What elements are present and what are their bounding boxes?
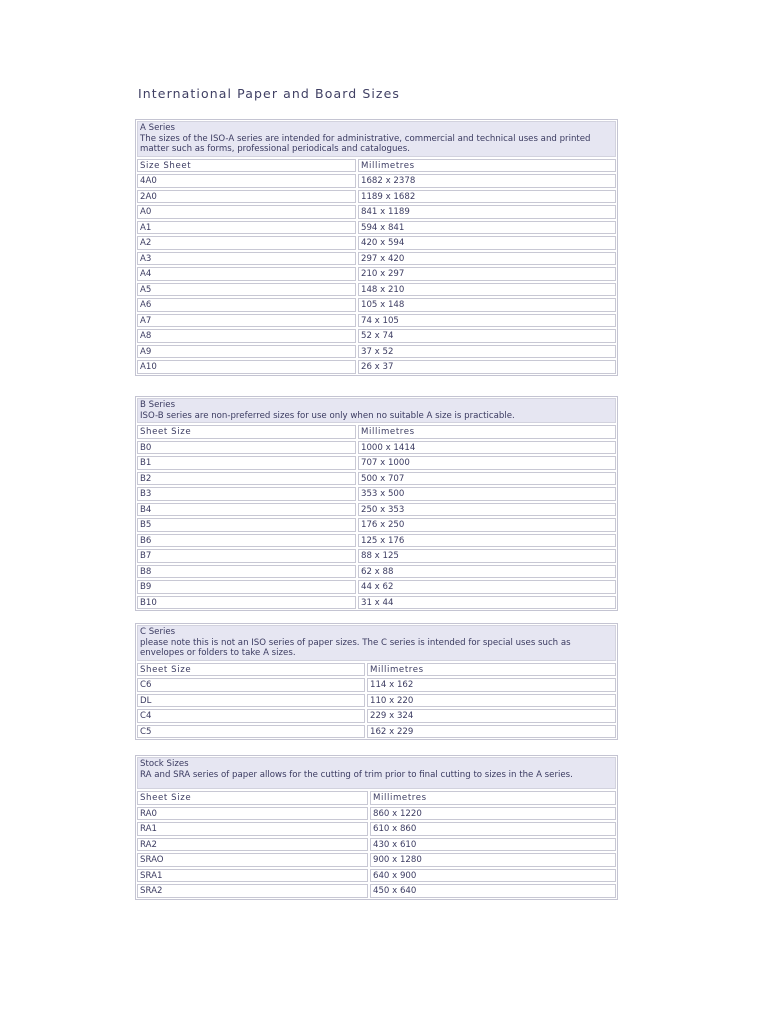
size-name-cell: A2 [137, 236, 356, 250]
size-name-cell: A7 [137, 314, 356, 328]
dimensions-cell: 1682 x 2378 [358, 174, 616, 188]
table-row [137, 205, 616, 219]
dimensions-cell: 420 x 594 [358, 236, 616, 250]
column-header-size: Sheet Size [137, 791, 368, 805]
dimensions-cell: 74 x 105 [358, 314, 616, 328]
table-row [137, 596, 616, 610]
dimensions-cell: 500 x 707 [358, 472, 616, 486]
table-row [137, 252, 616, 266]
table-row [137, 345, 616, 359]
size-name-cell: A8 [137, 329, 356, 343]
dimensions-cell: 114 x 162 [367, 678, 616, 692]
dimensions-cell: 250 x 353 [358, 503, 616, 517]
table-row [137, 518, 616, 532]
table-row [137, 441, 616, 455]
dimensions-cell: 430 x 610 [370, 838, 616, 852]
b-series-header [137, 398, 616, 423]
table-row [137, 487, 616, 501]
stock-sizes-title: Stock Sizes [140, 759, 189, 769]
table-header-row [137, 425, 616, 439]
size-name-cell: 2A0 [137, 190, 356, 204]
dimensions-cell: 44 x 62 [358, 580, 616, 594]
size-name-cell: SRA1 [137, 869, 368, 883]
column-header-size: Sheet Size [137, 425, 356, 439]
dimensions-cell: 37 x 52 [358, 345, 616, 359]
dimensions-cell: 62 x 88 [358, 565, 616, 579]
a-series-title: A Series [140, 123, 176, 133]
table-row [137, 565, 616, 579]
table-row [137, 456, 616, 470]
column-header-millimetres: Millimetres [358, 425, 616, 439]
size-name-cell: C5 [137, 725, 365, 739]
size-name-cell: B8 [137, 565, 356, 579]
table-row [137, 534, 616, 548]
dimensions-cell: 125 x 176 [358, 534, 616, 548]
table-row [137, 236, 616, 250]
size-name-cell: B1 [137, 456, 356, 470]
c-series-header [137, 625, 616, 661]
size-name-cell: A0 [137, 205, 356, 219]
size-name-cell: A9 [137, 345, 356, 359]
b-series-rows [136, 424, 617, 610]
dimensions-cell: 88 x 125 [358, 549, 616, 563]
table-row [137, 360, 616, 374]
c-series-title: C Series [140, 627, 176, 637]
dimensions-cell: 229 x 324 [367, 709, 616, 723]
table-row [137, 869, 616, 883]
size-name-cell: RA0 [137, 807, 368, 821]
dimensions-cell: 1189 x 1682 [358, 190, 616, 204]
table-row [137, 884, 616, 898]
table-row [137, 725, 616, 739]
size-name-cell: RA1 [137, 822, 368, 836]
size-name-cell: DL [137, 694, 365, 708]
table-row [137, 298, 616, 312]
size-name-cell: RA2 [137, 838, 368, 852]
table-row [137, 678, 616, 692]
column-header-size: Size Sheet [137, 159, 356, 173]
size-name-cell: B5 [137, 518, 356, 532]
table-row [137, 329, 616, 343]
table-row [137, 838, 616, 852]
size-name-cell: B4 [137, 503, 356, 517]
c-series-rows [136, 662, 617, 740]
column-header-millimetres: Millimetres [367, 663, 616, 677]
size-name-cell: B0 [137, 441, 356, 455]
table-row [137, 549, 616, 563]
b-series-title: B Series [140, 400, 176, 410]
size-name-cell: A10 [137, 360, 356, 374]
a-series-header [137, 121, 616, 157]
c-series-table [135, 623, 618, 740]
page-title: International Paper and Board Sizes [138, 86, 400, 101]
stock-sizes-rows [136, 790, 617, 899]
dimensions-cell: 841 x 1189 [358, 205, 616, 219]
dimensions-cell: 860 x 1220 [370, 807, 616, 821]
dimensions-cell: 31 x 44 [358, 596, 616, 610]
table-row [137, 174, 616, 188]
dimensions-cell: 110 x 220 [367, 694, 616, 708]
table-row [137, 267, 616, 281]
size-name-cell: C4 [137, 709, 365, 723]
dimensions-cell: 594 x 841 [358, 221, 616, 235]
dimensions-cell: 1000 x 1414 [358, 441, 616, 455]
stock-sizes-table [135, 755, 618, 900]
size-name-cell: B6 [137, 534, 356, 548]
dimensions-cell: 148 x 210 [358, 283, 616, 297]
size-name-cell: A6 [137, 298, 356, 312]
dimensions-cell: 176 x 250 [358, 518, 616, 532]
size-name-cell: A4 [137, 267, 356, 281]
column-header-millimetres: Millimetres [370, 791, 616, 805]
a-series-table [135, 119, 618, 376]
size-name-cell: B10 [137, 596, 356, 610]
table-row [137, 807, 616, 821]
dimensions-cell: 450 x 640 [370, 884, 616, 898]
dimensions-cell: 297 x 420 [358, 252, 616, 266]
size-name-cell: A3 [137, 252, 356, 266]
table-row [137, 314, 616, 328]
a-series-rows [136, 158, 617, 375]
dimensions-cell: 26 x 37 [358, 360, 616, 374]
size-name-cell: B3 [137, 487, 356, 501]
table-row [137, 853, 616, 867]
table-row [137, 503, 616, 517]
size-name-cell: A1 [137, 221, 356, 235]
dimensions-cell: 610 x 860 [370, 822, 616, 836]
table-row [137, 190, 616, 204]
dimensions-cell: 162 x 229 [367, 725, 616, 739]
size-name-cell: B2 [137, 472, 356, 486]
a-series-description: The sizes of the ISO-A series are intended for administrative, commercial and technical uses and printed matter such as forms, professional periodicals and catalogues. [140, 133, 591, 155]
stock-sizes-description: RA and SRA series of paper allows for the cutting of trim prior to final cutting to sizes in the A series. [140, 769, 573, 780]
table-row [137, 221, 616, 235]
table-row [137, 283, 616, 297]
b-series-table [135, 396, 618, 611]
dimensions-cell: 105 x 148 [358, 298, 616, 312]
table-row [137, 822, 616, 836]
dimensions-cell: 707 x 1000 [358, 456, 616, 470]
dimensions-cell: 52 x 74 [358, 329, 616, 343]
size-name-cell: 4A0 [137, 174, 356, 188]
table-header-row [137, 791, 616, 805]
b-series-description: ISO-B series are non-preferred sizes for use only when no suitable A size is practicable. [140, 410, 515, 421]
size-name-cell: SRA2 [137, 884, 368, 898]
table-row [137, 580, 616, 594]
stock-sizes-header [137, 757, 616, 789]
table-row [137, 694, 616, 708]
table-header-row [137, 663, 616, 677]
table-header-row [137, 159, 616, 173]
dimensions-cell: 640 x 900 [370, 869, 616, 883]
size-name-cell: B9 [137, 580, 356, 594]
size-name-cell: A5 [137, 283, 356, 297]
c-series-description: please note this is not an ISO series of paper sizes. The C series is intended for special uses such as envelopes or folders to take A sizes. [140, 637, 571, 659]
column-header-millimetres: Millimetres [358, 159, 616, 173]
column-header-size: Sheet Size [137, 663, 365, 677]
dimensions-cell: 353 x 500 [358, 487, 616, 501]
dimensions-cell: 210 x 297 [358, 267, 616, 281]
size-name-cell: C6 [137, 678, 365, 692]
size-name-cell: SRAO [137, 853, 368, 867]
table-row [137, 709, 616, 723]
dimensions-cell: 900 x 1280 [370, 853, 616, 867]
size-name-cell: B7 [137, 549, 356, 563]
table-row [137, 472, 616, 486]
